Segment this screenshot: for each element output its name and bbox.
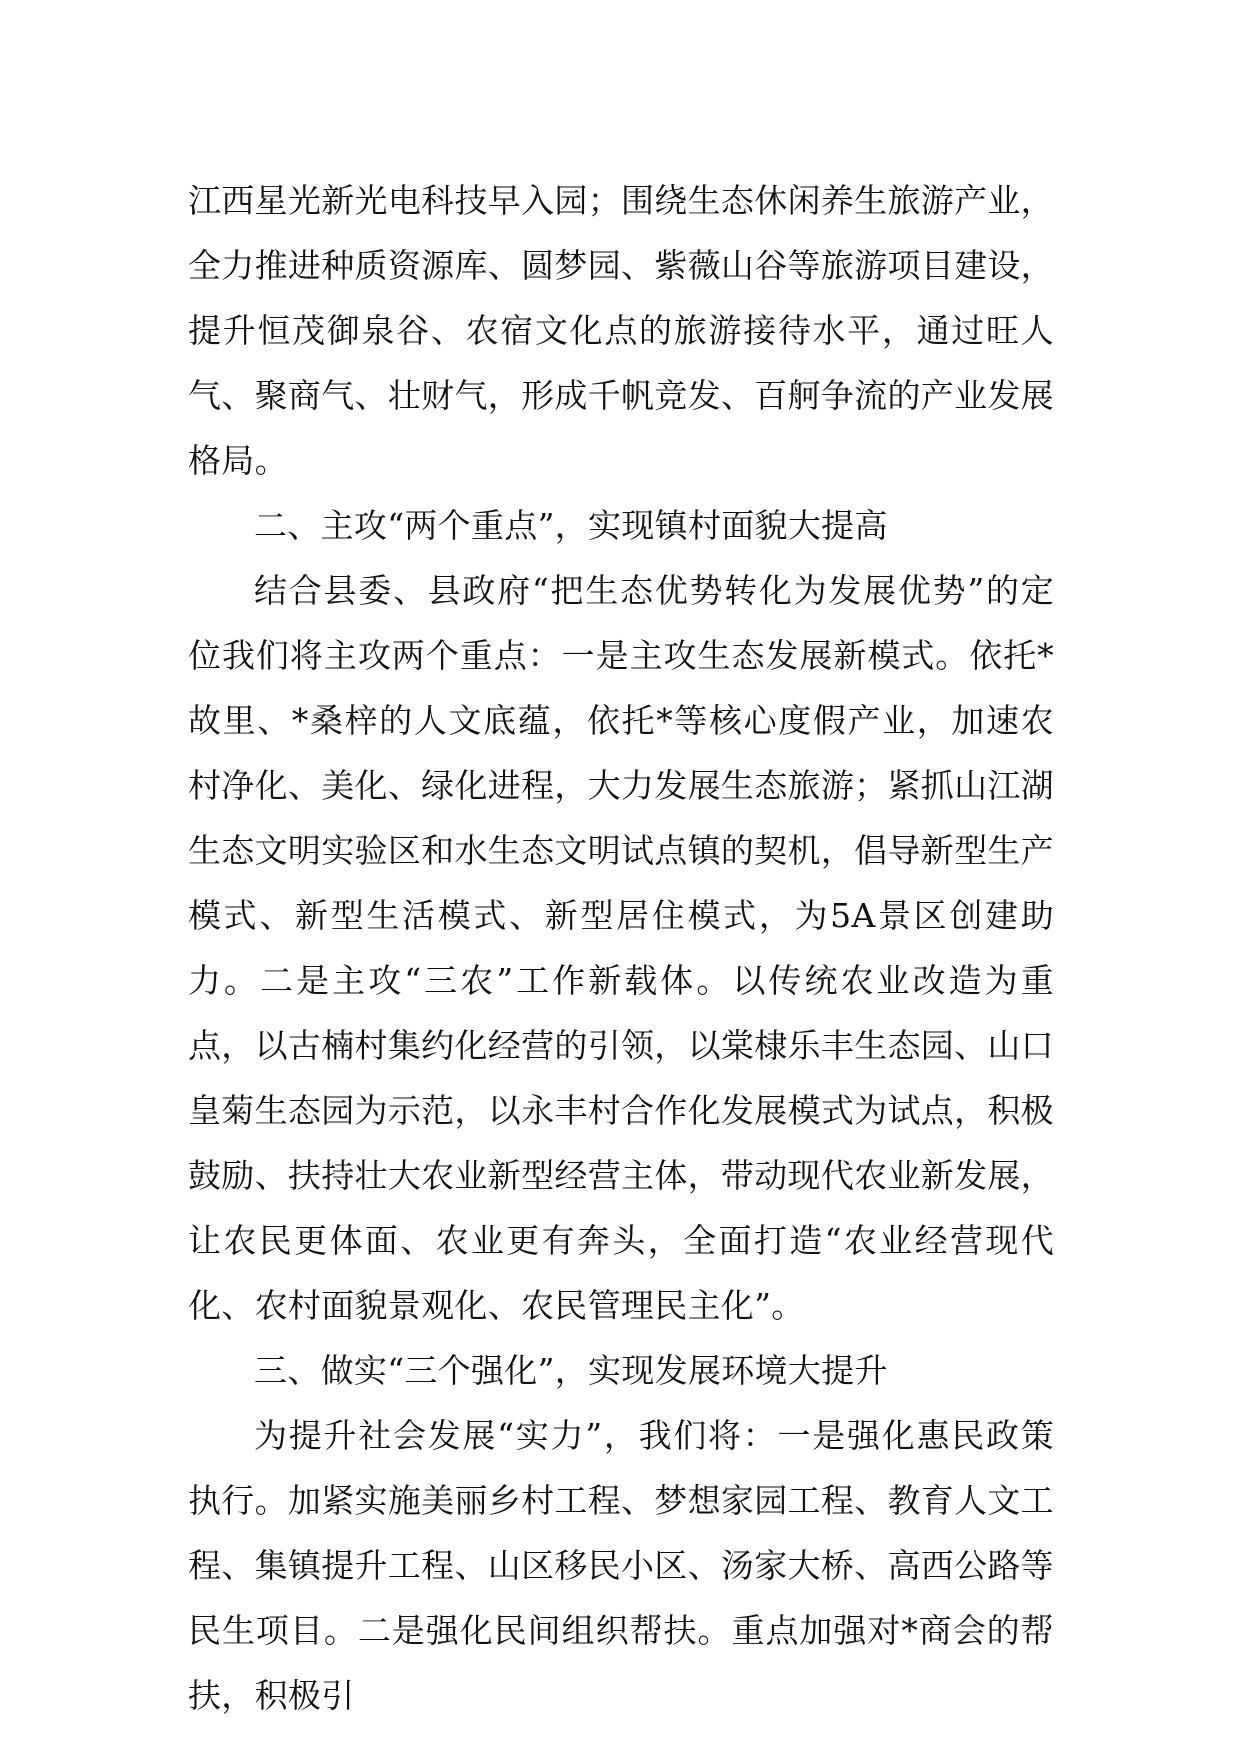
- section-heading-three: 三、做实“三个强化”，实现发展环境大提升: [254, 1351, 888, 1390]
- paragraph-industry: 江西星光新光电科技早入园；围绕生态休闲养生旅游产业，全力推进种质资源库、圆梦园、紫薇山谷等旅游项目建设，提升恒茂御泉谷、农宿文化点的旅游接待水平，通过旺人气、聚商气、壮财气，形成千帆竞发、百舸争流的产业发展格局。: [188, 181, 1054, 480]
- paragraph-three-strengthenings: 为提升社会发展“实力”，我们将：一是强化惠民政策执行。加紧实施美丽乡村工程、梦想家园工程、教育人文工程、集镇提升工程、山区移民小区、汤家大桥、高西公路等民生项目。二是强化民间组织帮扶。重点加强对*商会的帮扶，积极引: [188, 1416, 1054, 1715]
- document-page: [188, 168, 1054, 1728]
- section-heading-two: 二、主攻“两个重点”，实现镇村面貌大提高: [254, 506, 888, 545]
- paragraph-two-key-points: 结合县委、县政府“把生态优势转化为发展优势”的定位我们将主攻两个重点：一是主攻生态发展新模式。依托*故里、*桑梓的人文底蕴，依托*等核心度假产业，加速农村净化、美化、绿化进程，大力发展生态旅游；紧抓山江湖生态文明实验区和水生态文明试点镇的契机，倡导新型生产模式、新型生活模式、新型居住模式，为5A景区创建助力。二是主攻“三农”工作新载体。以传统农业改造为重点，以古楠村集约化经营的引领，以棠棣乐丰生态园、山口皇菊生态园为示范，以永丰村合作化发展模式为试点，积极鼓励、扶持壮大农业新型经营主体，带动现代农业新发展，让农民更体面、农业更有奔头，全面打造“农业经营现代化、农村面貌景观化、农民管理民主化”。: [188, 571, 1054, 1325]
